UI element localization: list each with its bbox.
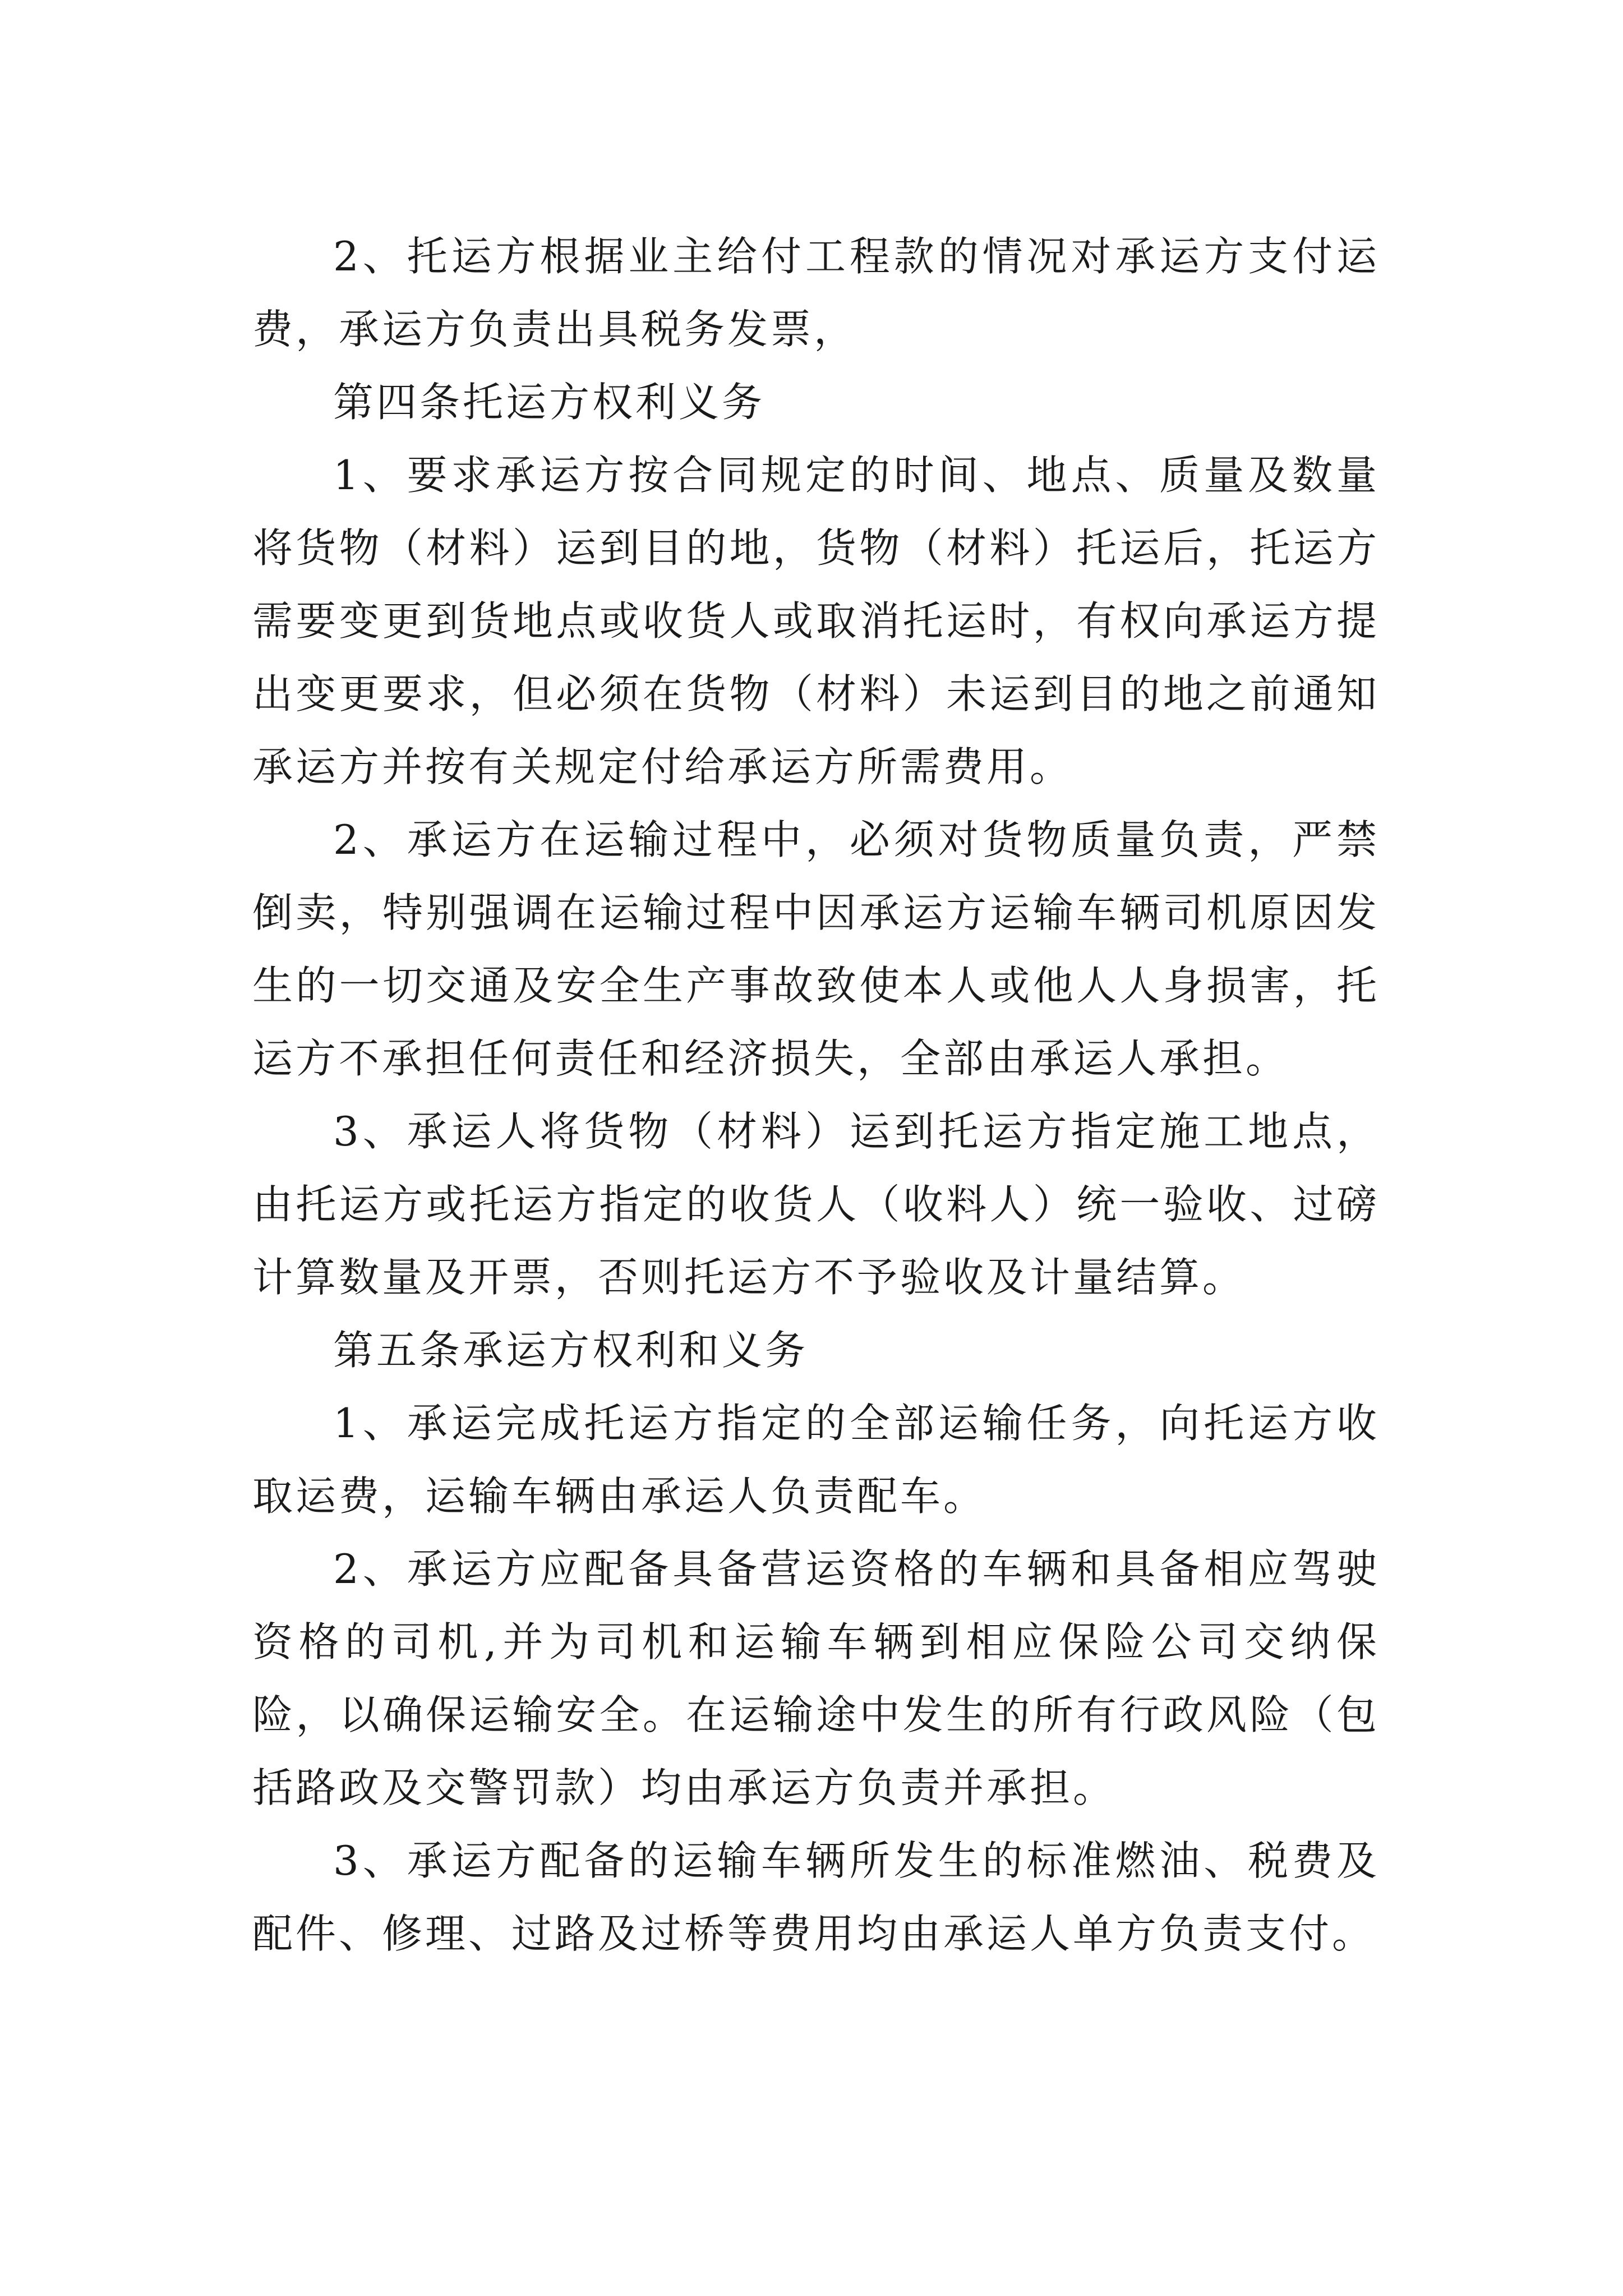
heading-article-5: 第五条承运方权利和义务 (333, 1327, 809, 1374)
paragraph-article-4-item-3: 3、承运人将货物（材料）运到托运方指定施工地点，由托运方或托运方指定的收货人（收料人）统一验收、过磅计算数量及开票，否则托运方不予验收及计量结算。 (252, 1108, 1380, 1301)
document-body (252, 220, 1380, 1970)
heading-article-4: 第四条托运方权利义务 (333, 379, 766, 426)
paragraph-article-4-item-1: 1、要求承运方按合同规定的时间、地点、质量及数量将货物（材料）运到目的地，货物（材料）托运后，托运方需要变更到货地点或收货人或取消托运时，有权向承运方提出变更要求，但必须在货物（材料）未运到目的地之前通知承运方并按有关规定付给承运方所需费用。 (252, 452, 1380, 790)
paragraph-article-5-item-1: 1、承运完成托运方指定的全部运输任务，向托运方收取运费，运输车辆由承运人负责配车。 (252, 1400, 1380, 1520)
paragraph-payment-terms: 2、托运方根据业主给付工程款的情况对承运方支付运费，承运方负责出具税务发票， (252, 233, 1380, 353)
paragraph-article-5-item-2: 2、承运方应配备具备营运资格的车辆和具备相应驾驶资格的司机,并为司机和运输车辆到相应保险公司交纳保险，以确保运输安全。在运输途中发生的所有行政风险（包括路政及交警罚款）均由承运方负责并承担。 (252, 1545, 1380, 1811)
paragraph-article-5-item-3: 3、承运方配备的运输车辆所发生的标准燃油、税费及配件、修理、过路及过桥等费用均由承运人单方负责支付。 (252, 1837, 1380, 1957)
paragraph-article-4-item-2: 2、承运方在运输过程中，必须对货物质量负责，严禁倒卖，特别强调在运输过程中因承运方运输车辆司机原因发生的一切交通及安全生产事故致使本人或他人人身损害，托运方不承担任何责任和经济损失，全部由承运人承担。 (252, 816, 1380, 1082)
